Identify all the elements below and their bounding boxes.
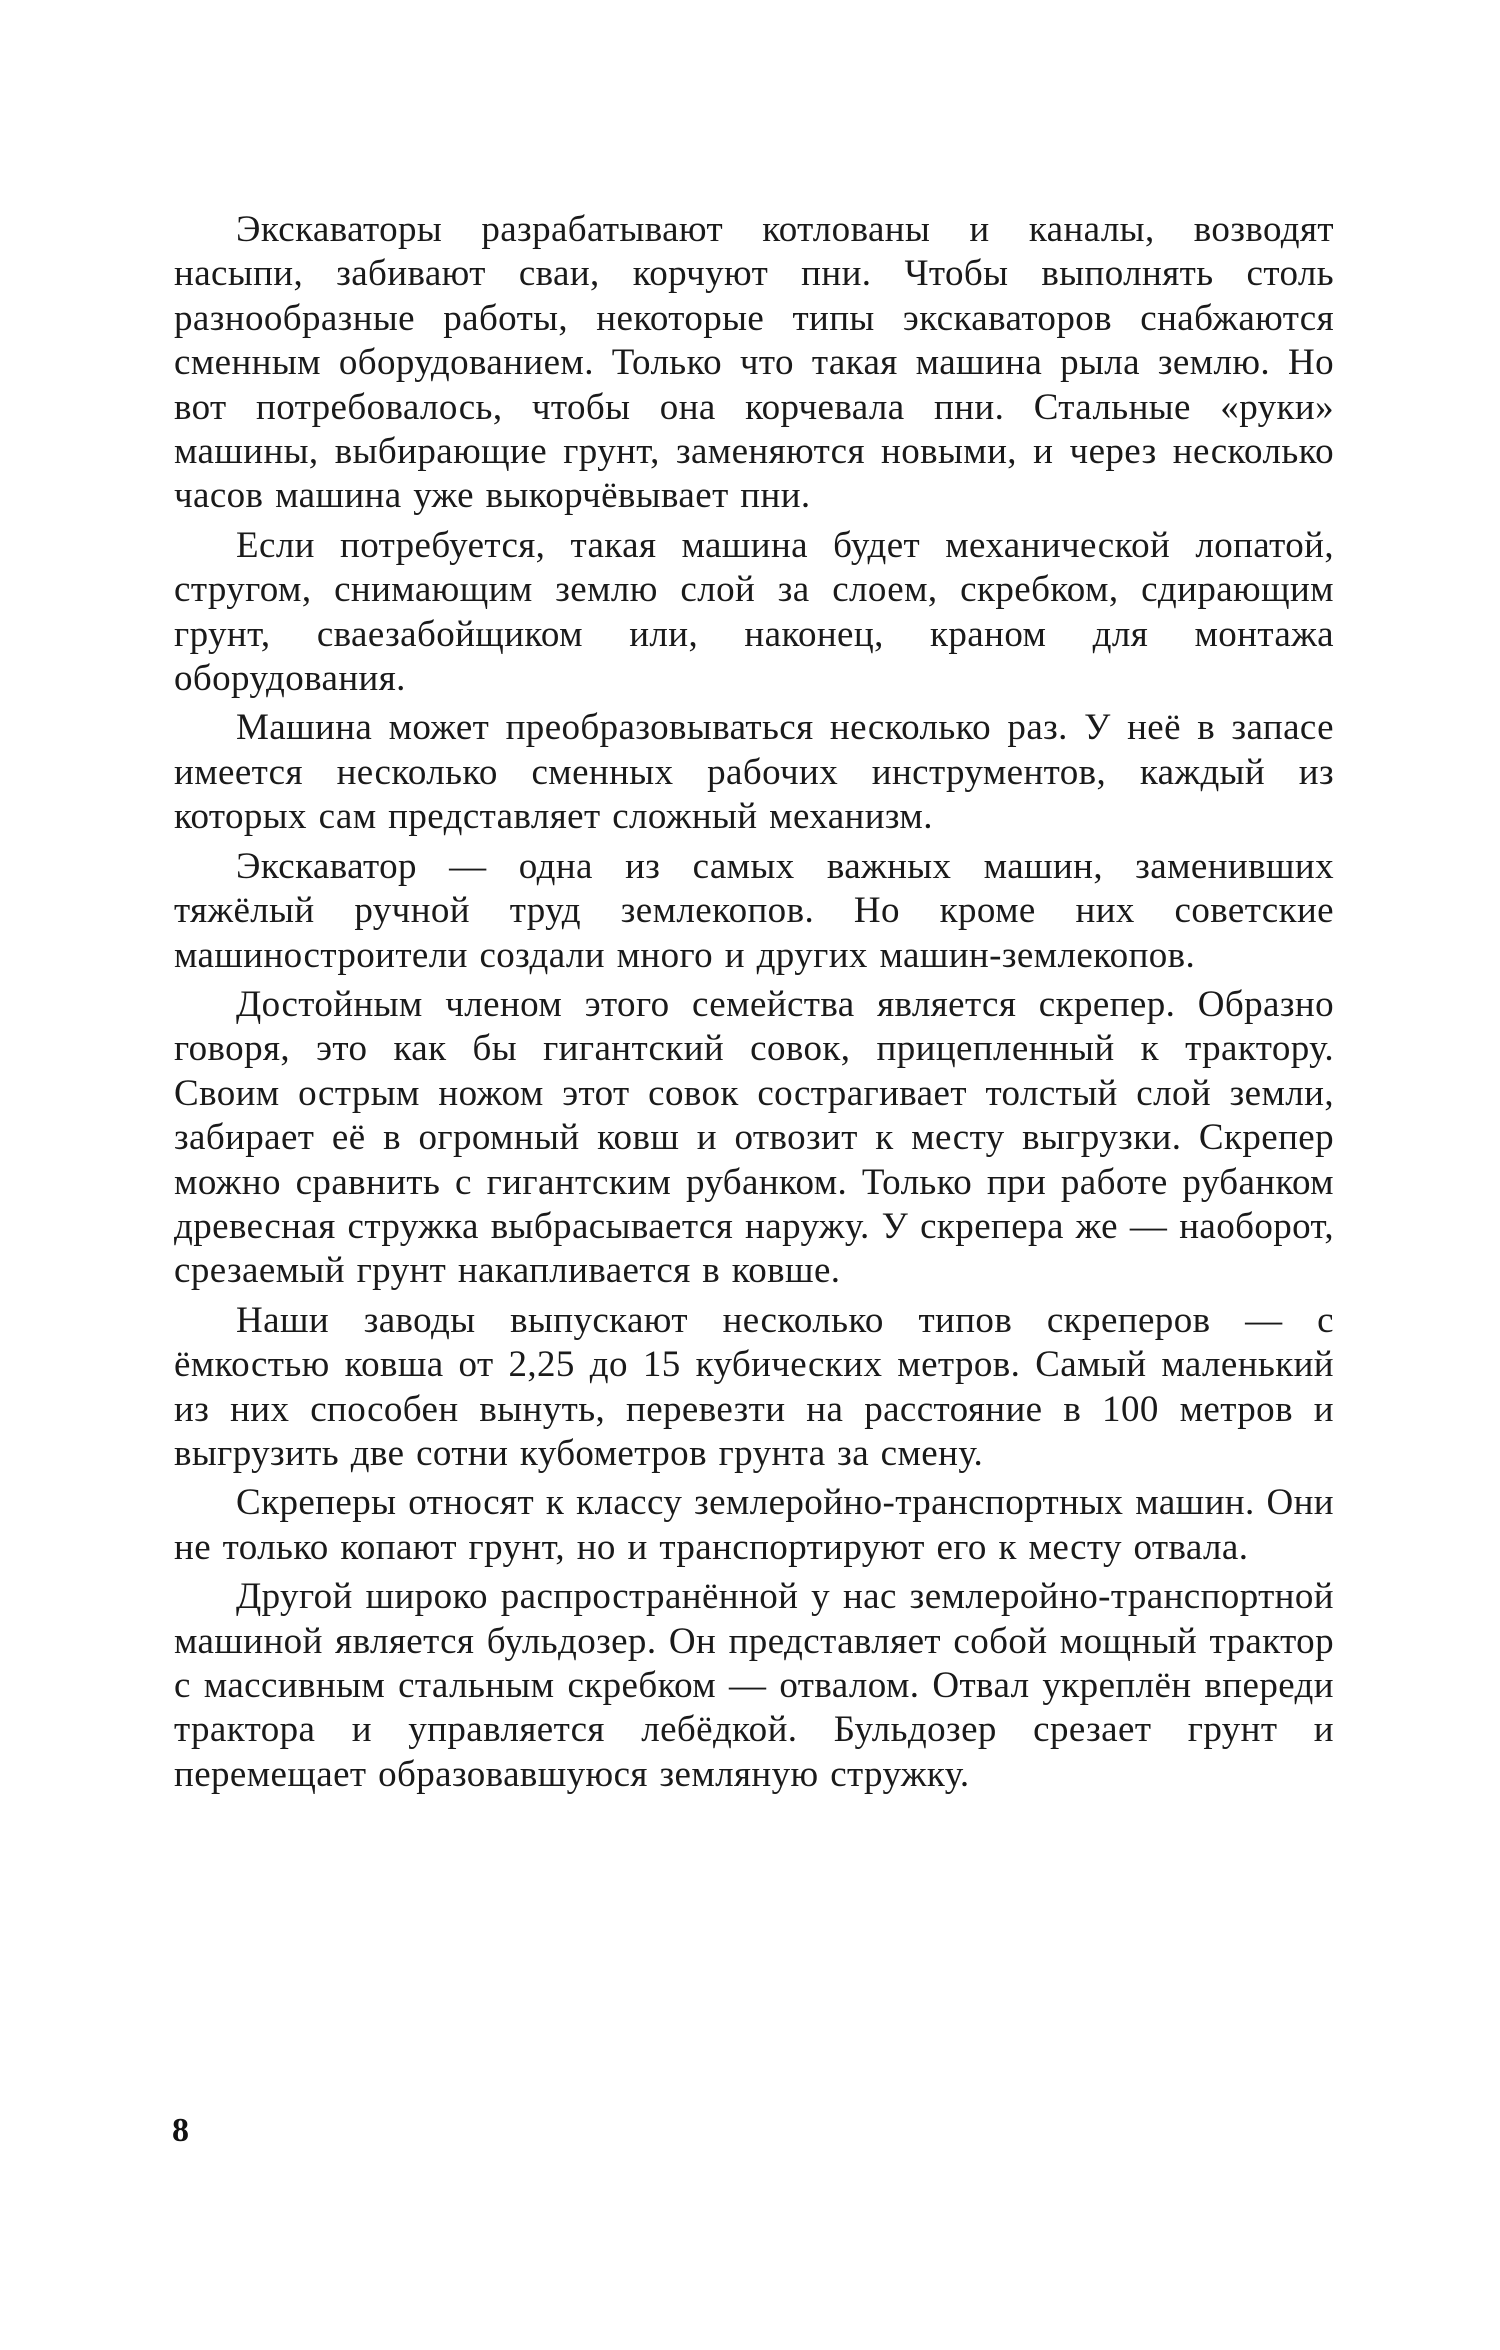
paragraph-1: Экскаваторы разрабатывают котлованы и каналы, возводят насыпи, забивают сваи, корчуют пни. Чтобы выполнять столь разнообразные работы, некоторые типы экскаваторов снабжаются сменным оборудованием. Только что такая машина рыла землю. Но вот потребовалось, чтобы она корчевала пни. Стальные «руки» машины, выбирающие грунт, заменяются новыми, и через несколько часов машина уже выкорчёвывает пни. [174,209,1334,517]
paragraph-3: Машина может преобразовываться несколько раз. У неё в запасе имеется несколько сменных рабочих инструментов, каждый из которых сам представляет сложный механизм. [174,707,1334,838]
paragraph-8: Другой широко распространённой у нас землеройно-транспортной машиной является бульдозер. Он представляет собой мощный трактор с массивным стальным скребком — отвалом. Отвал укреплён впереди трактора и управляется лебёдкой. Бульдозер срезает грунт и перемещает образовавшуюся земляную стружку. [174,1576,1334,1795]
body-text [174,208,1334,1802]
paragraph-5: Достойным членом этого семейства является скрепер. Образно говоря, это как бы гигантский совок, прицепленный к трактору. Своим острым ножом этот совок сострагивает толстый слой земли, забирает её в огромный ковш и отвозит к месту выгрузки. Скрепер можно сравнить с гигантским рубанком. Только при работе рубанком древесная стружка выбрасывается наружу. У скрепера же — наоборот, срезаемый грунт накапливается в ковше. [174,983,1334,1292]
paragraph-2: Если потребуется, такая машина будет механической лопатой, стругом, снимающим землю слой за слоем, скребком, сдирающим грунт, сваезабойщиком или, наконец, краном для монтажа оборудования. [174,524,1334,700]
paragraph-6: Наши заводы выпускают несколько типов скреперов — с ёмкостью ковша от 2,25 до 15 кубических метров. Самый маленький из них способен вынуть, перевезти на расстояние в 100 метров и выгрузить две сотни кубометров грунта за смену. [174,1299,1334,1474]
paragraph-4: Экскаватор — одна из самых важных машин, заменивших тяжёлый ручной труд землекопов. Но кроме них советские машиностроители создали много и других машин-землекопов. [174,845,1334,976]
paragraph-7: Скреперы относят к классу землеройно-транспортных машин. Они не только копают грунт, но и транспортируют его к месту отвала. [174,1482,1334,1568]
page-number: 8 [172,2112,189,2149]
